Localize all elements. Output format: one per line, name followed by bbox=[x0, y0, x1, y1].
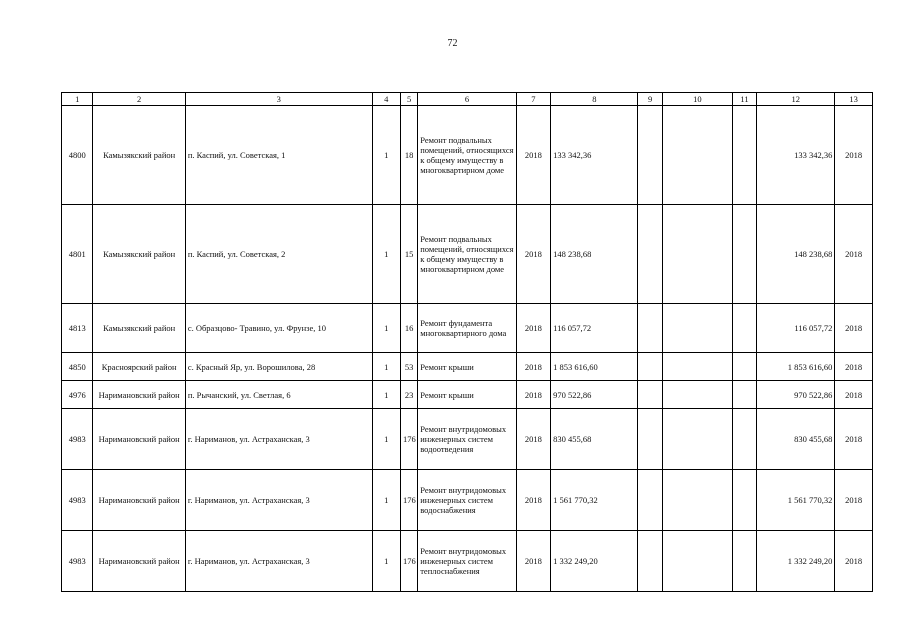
page-number: 72 bbox=[447, 38, 458, 49]
address-cell: п. Каспий, ул. Советская, 2 bbox=[185, 205, 372, 304]
col4-cell: 1 bbox=[372, 353, 400, 381]
end-year-cell: 2018 bbox=[835, 381, 873, 409]
col10-cell bbox=[662, 304, 732, 353]
column-header: 2 bbox=[93, 93, 185, 106]
row-id: 4983 bbox=[62, 409, 93, 470]
column-header: 7 bbox=[516, 93, 551, 106]
table-row bbox=[62, 353, 873, 381]
address-cell: г. Нариманов, ул. Астраханская, 3 bbox=[185, 470, 372, 531]
end-year-cell: 2018 bbox=[835, 409, 873, 470]
col4-cell: 1 bbox=[372, 381, 400, 409]
row-id: 4850 bbox=[62, 353, 93, 381]
col5-cell: 176 bbox=[400, 531, 417, 592]
col10-cell bbox=[662, 353, 732, 381]
amount-cell: 148 238,68 bbox=[551, 205, 638, 304]
district-cell: Камызякский район bbox=[93, 205, 185, 304]
amount-cell: 1 561 770,32 bbox=[551, 470, 638, 531]
column-header: 13 bbox=[835, 93, 873, 106]
col9-cell bbox=[638, 353, 662, 381]
column-header: 9 bbox=[638, 93, 662, 106]
end-year-cell: 2018 bbox=[835, 531, 873, 592]
district-cell: Камызякский район bbox=[93, 106, 185, 205]
col11-cell bbox=[732, 470, 756, 531]
address-cell: г. Нариманов, ул. Астраханская, 3 bbox=[185, 531, 372, 592]
col11-cell bbox=[732, 409, 756, 470]
col4-cell: 1 bbox=[372, 409, 400, 470]
row-id: 4813 bbox=[62, 304, 93, 353]
col5-cell: 18 bbox=[400, 106, 417, 205]
amount-cell: 1 853 616,60 bbox=[551, 353, 638, 381]
col4-cell: 1 bbox=[372, 304, 400, 353]
address-cell: п. Каспий, ул. Советская, 1 bbox=[185, 106, 372, 205]
district-cell: Наримановский район bbox=[93, 531, 185, 592]
amount-cell: 970 522,86 bbox=[551, 381, 638, 409]
col11-cell bbox=[732, 304, 756, 353]
total-cell: 830 455,68 bbox=[757, 409, 835, 470]
table-row bbox=[62, 470, 873, 531]
col9-cell bbox=[638, 304, 662, 353]
total-cell: 116 057,72 bbox=[757, 304, 835, 353]
end-year-cell: 2018 bbox=[835, 205, 873, 304]
registry-table bbox=[61, 92, 873, 592]
work-type-cell: Ремонт внутридомовых инженерных систем теплоснабжения bbox=[418, 531, 516, 592]
col9-cell bbox=[638, 205, 662, 304]
year-cell: 2018 bbox=[516, 353, 551, 381]
year-cell: 2018 bbox=[516, 409, 551, 470]
year-cell: 2018 bbox=[516, 304, 551, 353]
table-row bbox=[62, 304, 873, 353]
row-id: 4983 bbox=[62, 470, 93, 531]
row-id: 4800 bbox=[62, 106, 93, 205]
column-header: 8 bbox=[551, 93, 638, 106]
column-header: 3 bbox=[185, 93, 372, 106]
col5-cell: 176 bbox=[400, 409, 417, 470]
col5-cell: 53 bbox=[400, 353, 417, 381]
col11-cell bbox=[732, 205, 756, 304]
total-cell: 133 342,36 bbox=[757, 106, 835, 205]
col11-cell bbox=[732, 106, 756, 205]
end-year-cell: 2018 bbox=[835, 106, 873, 205]
col9-cell bbox=[638, 106, 662, 205]
column-header: 6 bbox=[418, 93, 516, 106]
col9-cell bbox=[638, 470, 662, 531]
table-row bbox=[62, 381, 873, 409]
row-id: 4976 bbox=[62, 381, 93, 409]
col10-cell bbox=[662, 531, 732, 592]
col10-cell bbox=[662, 106, 732, 205]
column-header: 11 bbox=[732, 93, 756, 106]
address-cell: п. Рычанский, ул. Светлая, 6 bbox=[185, 381, 372, 409]
work-type-cell: Ремонт крыши bbox=[418, 353, 516, 381]
col10-cell bbox=[662, 205, 732, 304]
column-header: 5 bbox=[400, 93, 417, 106]
col9-cell bbox=[638, 409, 662, 470]
total-cell: 970 522,86 bbox=[757, 381, 835, 409]
district-cell: Красноярский район bbox=[93, 353, 185, 381]
col4-cell: 1 bbox=[372, 531, 400, 592]
col5-cell: 23 bbox=[400, 381, 417, 409]
col11-cell bbox=[732, 353, 756, 381]
year-cell: 2018 bbox=[516, 470, 551, 531]
table-row bbox=[62, 531, 873, 592]
amount-cell: 830 455,68 bbox=[551, 409, 638, 470]
work-type-cell: Ремонт фундамента многоквартирного дома bbox=[418, 304, 516, 353]
column-header: 12 bbox=[757, 93, 835, 106]
end-year-cell: 2018 bbox=[835, 470, 873, 531]
amount-cell: 133 342,36 bbox=[551, 106, 638, 205]
column-header: 4 bbox=[372, 93, 400, 106]
row-id: 4983 bbox=[62, 531, 93, 592]
col4-cell: 1 bbox=[372, 205, 400, 304]
col5-cell: 176 bbox=[400, 470, 417, 531]
district-cell: Наримановский район bbox=[93, 470, 185, 531]
work-type-cell: Ремонт внутридомовых инженерных систем водоотведения bbox=[418, 409, 516, 470]
amount-cell: 116 057,72 bbox=[551, 304, 638, 353]
district-cell: Камызякский район bbox=[93, 304, 185, 353]
table-row bbox=[62, 205, 873, 304]
col11-cell bbox=[732, 381, 756, 409]
header-row bbox=[62, 93, 873, 106]
year-cell: 2018 bbox=[516, 205, 551, 304]
col5-cell: 15 bbox=[400, 205, 417, 304]
total-cell: 1 561 770,32 bbox=[757, 470, 835, 531]
col10-cell bbox=[662, 470, 732, 531]
col11-cell bbox=[732, 531, 756, 592]
row-id: 4801 bbox=[62, 205, 93, 304]
year-cell: 2018 bbox=[516, 531, 551, 592]
address-cell: с. Красный Яр, ул. Ворошилова, 28 bbox=[185, 353, 372, 381]
end-year-cell: 2018 bbox=[835, 353, 873, 381]
total-cell: 1 853 616,60 bbox=[757, 353, 835, 381]
col10-cell bbox=[662, 409, 732, 470]
table-row bbox=[62, 106, 873, 205]
address-cell: с. Образцово- Травино, ул. Фрунзе, 10 bbox=[185, 304, 372, 353]
table-row bbox=[62, 409, 873, 470]
total-cell: 148 238,68 bbox=[757, 205, 835, 304]
work-type-cell: Ремонт внутридомовых инженерных систем водоснабжения bbox=[418, 470, 516, 531]
column-header: 10 bbox=[662, 93, 732, 106]
col4-cell: 1 bbox=[372, 470, 400, 531]
end-year-cell: 2018 bbox=[835, 304, 873, 353]
year-cell: 2018 bbox=[516, 381, 551, 409]
col4-cell: 1 bbox=[372, 106, 400, 205]
column-header: 1 bbox=[62, 93, 93, 106]
total-cell: 1 332 249,20 bbox=[757, 531, 835, 592]
work-type-cell: Ремонт подвальных помещений, относящихся к общему имуществу в многоквартирном доме bbox=[418, 106, 516, 205]
address-cell: г. Нариманов, ул. Астраханская, 3 bbox=[185, 409, 372, 470]
col9-cell bbox=[638, 381, 662, 409]
col5-cell: 16 bbox=[400, 304, 417, 353]
district-cell: Наримановский район bbox=[93, 381, 185, 409]
work-type-cell: Ремонт крыши bbox=[418, 381, 516, 409]
amount-cell: 1 332 249,20 bbox=[551, 531, 638, 592]
col9-cell bbox=[638, 531, 662, 592]
work-type-cell: Ремонт подвальных помещений, относящихся к общему имуществу в многоквартирном доме bbox=[418, 205, 516, 304]
year-cell: 2018 bbox=[516, 106, 551, 205]
district-cell: Наримановский район bbox=[93, 409, 185, 470]
col10-cell bbox=[662, 381, 732, 409]
